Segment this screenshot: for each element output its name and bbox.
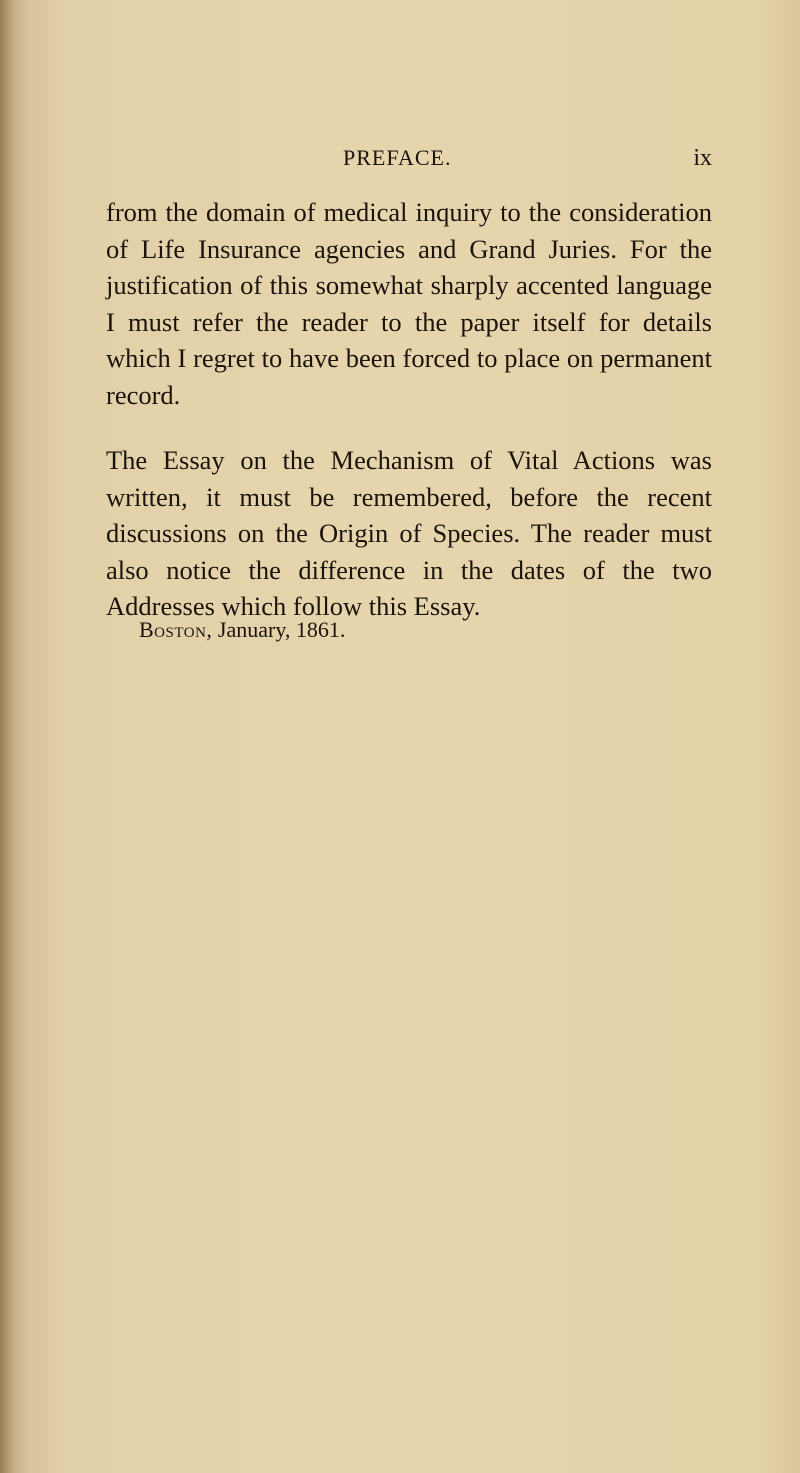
body-text <box>106 194 712 625</box>
running-head <box>106 143 712 173</box>
signature-line <box>139 615 345 645</box>
page-number: ix <box>693 145 712 171</box>
paragraph-2: The Essay on the Mechanism of Vital Actions was written, it must be remembered, before the recent discussions on the Origin of Species. The reader must also notice the difference in the dates of the two Addresses which follow this Essay. <box>106 445 712 621</box>
running-title: PREFACE. <box>343 145 452 170</box>
signature-date: January, 1861. <box>217 617 346 642</box>
signature-place: Boston, <box>139 617 213 642</box>
page-edge-shadow <box>0 0 14 1473</box>
paragraph-1: from the domain of medical inquiry to the consideration of Life Insurance agencies and Grand Juries. For the justification of this somewhat sharply accented language I must refer the reader to the paper itself for details which I regret to have been forced to place on permanent record. <box>106 197 712 410</box>
